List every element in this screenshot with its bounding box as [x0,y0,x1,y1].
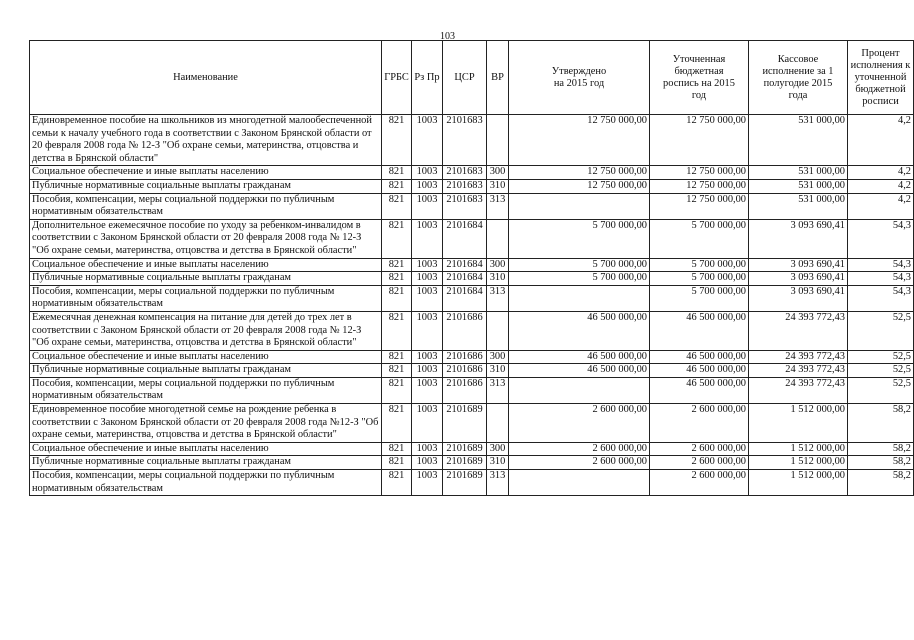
row-csr: 2101686 [443,364,487,378]
row-grbs: 821 [382,377,412,403]
row-grbs: 821 [382,272,412,286]
row-csr: 2101683 [443,179,487,193]
table-row [30,258,914,272]
table-row [30,115,914,166]
table-row [30,219,914,258]
table-body [30,115,914,496]
row-grbs: 821 [382,166,412,180]
header-approved: Утверждено на 2015 год [509,41,650,115]
row-refined: 2 600 000,00 [650,470,749,496]
row-cash: 3 093 690,41 [749,272,848,286]
row-rzpr: 1003 [412,404,443,443]
row-percent: 58,2 [848,442,914,456]
row-csr: 2101684 [443,272,487,286]
row-name: Публичные нормативные социальные выплаты гражданам [30,456,382,470]
row-cash: 531 000,00 [749,179,848,193]
table-row [30,311,914,350]
row-rzpr: 1003 [412,470,443,496]
row-name: Дополнительное ежемесячное пособие по уходу за ребенком-инвалидом в соответствии с Законом Брянской области от 20 февраля 2008 года № 12-З "Об охране семьи, материнства, отцовства и детства в Брянской области" [30,219,382,258]
row-refined: 46 500 000,00 [650,364,749,378]
row-percent: 58,2 [848,404,914,443]
row-vr: 310 [487,272,509,286]
row-name: Социальное обеспечение и иные выплаты населению [30,258,382,272]
row-grbs: 821 [382,364,412,378]
row-grbs: 821 [382,179,412,193]
row-refined: 12 750 000,00 [650,166,749,180]
row-cash: 24 393 772,43 [749,350,848,364]
row-csr: 2101683 [443,193,487,219]
row-approved: 12 750 000,00 [509,166,650,180]
row-approved: 2 600 000,00 [509,456,650,470]
row-name: Социальное обеспечение и иные выплаты населению [30,442,382,456]
row-csr: 2101689 [443,456,487,470]
row-grbs: 821 [382,193,412,219]
page-number: 103 [440,31,455,42]
row-csr: 2101686 [443,377,487,403]
row-refined: 46 500 000,00 [650,377,749,403]
row-percent: 52,5 [848,364,914,378]
table-row [30,350,914,364]
row-cash: 3 093 690,41 [749,258,848,272]
row-cash: 1 512 000,00 [749,456,848,470]
row-refined: 5 700 000,00 [650,219,749,258]
row-approved: 46 500 000,00 [509,350,650,364]
row-name: Пособия, компенсации, меры социальной поддержки по публичным нормативным обязательствам [30,193,382,219]
header-row [30,41,914,115]
row-approved [509,470,650,496]
row-approved: 46 500 000,00 [509,311,650,350]
row-csr: 2101683 [443,115,487,166]
row-grbs: 821 [382,442,412,456]
row-approved: 5 700 000,00 [509,272,650,286]
row-vr: 313 [487,193,509,219]
table-row [30,166,914,180]
row-refined: 2 600 000,00 [650,404,749,443]
row-rzpr: 1003 [412,272,443,286]
row-cash: 1 512 000,00 [749,470,848,496]
row-cash: 3 093 690,41 [749,285,848,311]
row-cash: 1 512 000,00 [749,442,848,456]
row-grbs: 821 [382,404,412,443]
header-grbs: ГРБС [382,41,412,115]
row-cash: 3 093 690,41 [749,219,848,258]
header-name: Наименование [30,41,382,115]
row-refined: 5 700 000,00 [650,258,749,272]
row-percent: 4,2 [848,179,914,193]
row-refined: 5 700 000,00 [650,272,749,286]
row-approved [509,285,650,311]
row-vr: 310 [487,456,509,470]
row-percent: 54,3 [848,272,914,286]
row-csr: 2101689 [443,442,487,456]
row-approved [509,377,650,403]
row-approved: 5 700 000,00 [509,219,650,258]
row-grbs: 821 [382,285,412,311]
row-approved: 2 600 000,00 [509,404,650,443]
budget-table [29,40,914,496]
row-rzpr: 1003 [412,258,443,272]
row-refined: 12 750 000,00 [650,115,749,166]
row-approved: 46 500 000,00 [509,364,650,378]
row-vr: 300 [487,166,509,180]
row-vr: 310 [487,364,509,378]
table-row [30,272,914,286]
row-grbs: 821 [382,350,412,364]
row-percent: 4,2 [848,166,914,180]
row-csr: 2101683 [443,166,487,180]
row-cash: 531 000,00 [749,193,848,219]
row-name: Публичные нормативные социальные выплаты гражданам [30,364,382,378]
row-cash: 531 000,00 [749,166,848,180]
row-refined: 12 750 000,00 [650,193,749,219]
header-vr: ВР [487,41,509,115]
row-cash: 24 393 772,43 [749,311,848,350]
row-name: Публичные нормативные социальные выплаты гражданам [30,272,382,286]
row-approved [509,193,650,219]
row-percent: 58,2 [848,456,914,470]
row-name: Пособия, компенсации, меры социальной поддержки по публичным нормативным обязательствам [30,285,382,311]
table-row [30,404,914,443]
table-row [30,456,914,470]
row-cash: 531 000,00 [749,115,848,166]
table-row [30,179,914,193]
row-vr [487,219,509,258]
row-percent: 4,2 [848,193,914,219]
row-percent: 4,2 [848,115,914,166]
row-vr [487,115,509,166]
row-approved: 12 750 000,00 [509,179,650,193]
row-csr: 2101689 [443,470,487,496]
row-rzpr: 1003 [412,219,443,258]
row-rzpr: 1003 [412,442,443,456]
row-csr: 2101684 [443,285,487,311]
row-name: Единовременное пособие многодетной семье на рождение ребенка в соответствии с Законом Брянской области от 20 февраля 2008 года №12-З "Об охране семьи, материнства, отцовства и детства в Брянской области" [30,404,382,443]
row-rzpr: 1003 [412,364,443,378]
row-name: Публичные нормативные социальные выплаты гражданам [30,179,382,193]
table-row [30,470,914,496]
row-rzpr: 1003 [412,285,443,311]
row-csr: 2101689 [443,404,487,443]
table-row [30,193,914,219]
row-rzpr: 1003 [412,377,443,403]
row-name: Социальное обеспечение и иные выплаты населению [30,166,382,180]
row-vr: 310 [487,179,509,193]
table-row [30,364,914,378]
row-grbs: 821 [382,456,412,470]
row-refined: 12 750 000,00 [650,179,749,193]
row-vr: 313 [487,470,509,496]
row-rzpr: 1003 [412,456,443,470]
row-vr: 313 [487,377,509,403]
row-percent: 52,5 [848,350,914,364]
row-name: Ежемесячная денежная компенсация на питание для детей до трех лет в соответствии с Законом Брянской области от 20 февраля 2008 года № 12-З "Об охране семьи, материнства, отцовства и детства в Брянской области" [30,311,382,350]
table-row [30,442,914,456]
row-vr: 300 [487,258,509,272]
header-refined: Уточненная бюджетная роспись на 2015 год [650,41,749,115]
header-rzpr: Рз Пр [412,41,443,115]
row-grbs: 821 [382,219,412,258]
row-cash: 24 393 772,43 [749,377,848,403]
row-vr: 300 [487,350,509,364]
row-cash: 1 512 000,00 [749,404,848,443]
row-refined: 46 500 000,00 [650,350,749,364]
row-rzpr: 1003 [412,350,443,364]
row-percent: 52,5 [848,311,914,350]
row-rzpr: 1003 [412,193,443,219]
row-name: Пособия, компенсации, меры социальной поддержки по публичным нормативным обязательствам [30,377,382,403]
header-percent: Процент исполнения к уточненной бюджетной росписи [848,41,914,115]
row-vr [487,404,509,443]
row-percent: 54,3 [848,219,914,258]
row-refined: 5 700 000,00 [650,285,749,311]
row-csr: 2101684 [443,219,487,258]
row-vr: 313 [487,285,509,311]
row-refined: 46 500 000,00 [650,311,749,350]
row-csr: 2101686 [443,311,487,350]
table-row [30,285,914,311]
row-csr: 2101684 [443,258,487,272]
row-name: Пособия, компенсации, меры социальной поддержки по публичным нормативным обязательствам [30,470,382,496]
row-grbs: 821 [382,470,412,496]
row-grbs: 821 [382,115,412,166]
header-cash: Кассовое исполнение за 1 полугодие 2015 года [749,41,848,115]
row-percent: 58,2 [848,470,914,496]
row-cash: 24 393 772,43 [749,364,848,378]
row-approved: 2 600 000,00 [509,442,650,456]
row-refined: 2 600 000,00 [650,456,749,470]
row-percent: 52,5 [848,377,914,403]
row-name: Единовременное пособие на школьников из многодетной малообеспеченной семьи к началу учебного года в соответствии с Законом Брянской области от 20 февраля 2008 года № 12-З "Об охране семьи, материнства, отцовства и детства в Брянской области" [30,115,382,166]
row-refined: 2 600 000,00 [650,442,749,456]
row-percent: 54,3 [848,258,914,272]
row-percent: 54,3 [848,285,914,311]
row-grbs: 821 [382,258,412,272]
table-row [30,377,914,403]
row-rzpr: 1003 [412,115,443,166]
row-rzpr: 1003 [412,166,443,180]
row-name: Социальное обеспечение и иные выплаты населению [30,350,382,364]
row-vr [487,311,509,350]
row-rzpr: 1003 [412,311,443,350]
row-approved: 5 700 000,00 [509,258,650,272]
row-csr: 2101686 [443,350,487,364]
row-rzpr: 1003 [412,179,443,193]
header-csr: ЦСР [443,41,487,115]
row-approved: 12 750 000,00 [509,115,650,166]
row-grbs: 821 [382,311,412,350]
row-vr: 300 [487,442,509,456]
